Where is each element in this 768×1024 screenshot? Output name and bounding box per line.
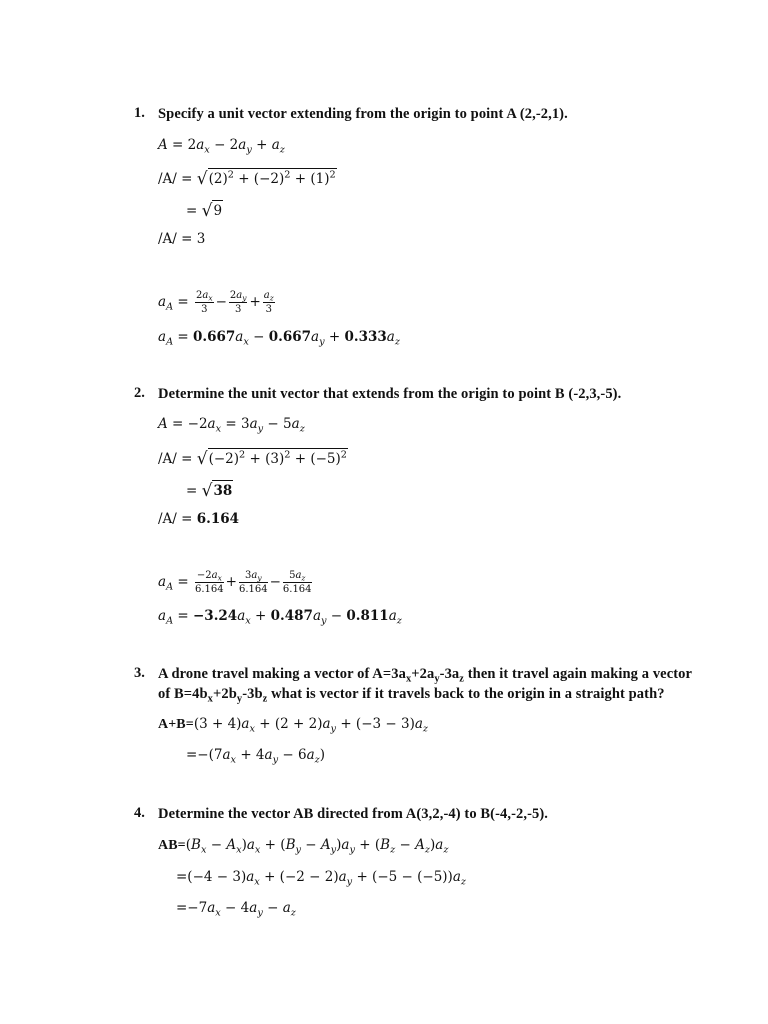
problem-1-unit-vector-fraction: $a_A$ = $\frac{2a_x}{3}$ − $\frac{2a_y}{3}$ + $\frac{a_z}{3}$ [158,290,274,315]
problem-number: 2. [134,385,145,401]
problem-2-vector-A: $A = -2a_x = 3a_y - 5a_z$ [158,416,305,435]
problem-3-result: $=-(7a_x + 4a_y - 6a_z)$ [186,747,326,766]
problem-3-sum: $A+B=(3 + 4)a_x + (2 + 2)a_y + (-3 - 3)a_z$ [158,716,429,735]
problem-1-unit-vector-result: $a_A = 0.667a_x - 0.667a_y + 0.333a_z$ [158,329,400,348]
problem-1-magnitude-formula: $/A/ = √(2)^2 + (-2)^2 + (1)^2$ [158,169,336,189]
problem-4-substitution: $=(-4 - 3)a_x + (-2 - 2)a_y + (-5 - (-5))a_z$ [176,869,467,888]
problem-number: 4. [134,805,145,821]
problem-1-magnitude-value: /A/ = 3 [158,231,206,247]
problem-2-sqrt-result: = √38 [186,481,233,501]
problem-2-unit-vector-result: $a_A = -3.24a_x + 0.487a_y - 0.811a_z$ [158,608,402,627]
problem-1-vector-A: $A = 2a_x - 2a_y + a_z$ [158,137,285,156]
problem-3-question-line1: A drone travel making a vector of $A=3a_x+2a_y-3a_z$ then it travel again making a vector [158,666,693,685]
problem-4-result: $=-7a_x - 4a_y - a_z$ [176,900,296,919]
problem-2-magnitude-formula: $/A/ = √(-2)^2 + (3)^2 + (-5)^2$ [158,449,347,469]
problem-4-question: Determine the vector AB directed from A(3,2,-4) to B(-4,-2,-5). [158,806,549,822]
problem-3-question-line2: of $B=4b_x+2b_y-3b_z$ what is vector if it travels back to the origin in a straight path? [158,686,665,705]
problem-2-unit-vector-fraction: $a_A$ = $\frac{-2a_x}{6.164}$ + $\frac{3a_y}{6.164}$ − $\frac{5a_z}{6.164}$ [158,570,312,595]
problem-4-formula: $AB=(B_x - A_x)a_x + (B_y - A_y)a_y + (B_z - A_z)a_z$ [158,837,449,856]
problem-2-question: Determine the unit vector that extends from the origin to point B (-2,3,-5). [158,386,622,402]
problem-number: 1. [134,105,145,121]
problem-1-sqrt-result: = √9 [186,201,223,221]
problem-2-magnitude-value: /A/ = 6.164 [158,511,240,527]
problem-1-question: Specify a unit vector extending from the origin to point A (2,-2,1). [158,106,568,122]
problem-number: 3. [134,665,145,681]
